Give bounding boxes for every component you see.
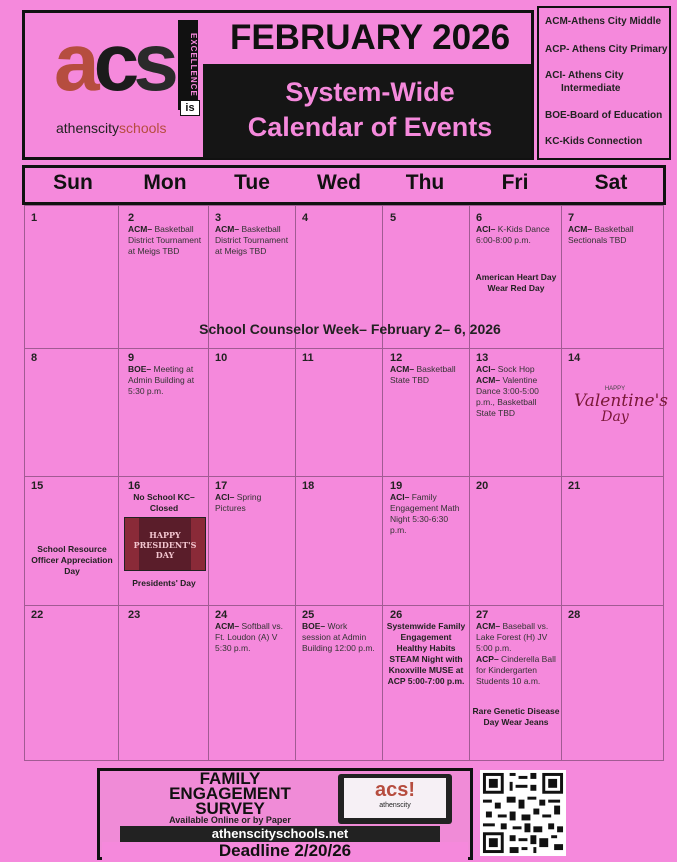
counselor-week-banner: School Counselor Week– February 2– 6, 2026 xyxy=(199,321,501,337)
date-20: 20 xyxy=(476,480,489,492)
event-sro-day: School Resource Officer Appreciation Day xyxy=(31,544,113,576)
event-feb-3: ACM– Basketball District Tournament at Meigs TBD xyxy=(215,224,289,256)
day-thu: Thu xyxy=(405,171,445,194)
weekday-header xyxy=(22,165,666,205)
survey-availability: Available Online or by Paper xyxy=(169,815,291,825)
event-feb-25: BOE– Work session at Admin Building 12:00 p.m. xyxy=(302,621,375,653)
logo-word-city: athenscity xyxy=(56,120,120,136)
day-tue: Tue xyxy=(234,171,270,194)
logo-excellence-bar: EXCELLENCE xyxy=(178,20,198,110)
survey-link[interactable]: athenscityschools.net xyxy=(120,826,440,842)
event-feb-6: ACI– K-Kids Dance 6:00-8:00 p.m. xyxy=(476,224,550,245)
date-1: 1 xyxy=(31,212,38,224)
date-22: 22 xyxy=(31,609,44,621)
date-6: 6 xyxy=(476,212,483,224)
laptop-logo: acs! xyxy=(374,779,416,801)
grid-line xyxy=(24,605,664,606)
survey-deadline: Deadline 2/20/26 xyxy=(102,842,468,860)
legend-acp: ACP- Athens City Primary xyxy=(545,44,668,55)
date-14: 14 xyxy=(568,352,581,364)
event-feb-12: ACM– Basketball State TBD xyxy=(390,364,456,385)
event-heart-day: American Heart Day Wear Red Day xyxy=(475,272,557,293)
legend-box xyxy=(537,6,671,160)
date-8: 8 xyxy=(31,352,38,364)
date-3: 3 xyxy=(215,212,222,224)
grid-line xyxy=(382,205,383,761)
date-7: 7 xyxy=(568,212,575,224)
date-2: 2 xyxy=(128,212,135,224)
date-19: 19 xyxy=(390,480,403,492)
legend-aci: ACI- Athens City xyxy=(545,70,624,81)
date-21: 21 xyxy=(568,480,581,492)
date-24: 24 xyxy=(215,609,228,621)
grid-line xyxy=(118,205,119,761)
date-27: 27 xyxy=(476,609,489,621)
laptop-logo-word: athenscity xyxy=(379,802,411,809)
date-15: 15 xyxy=(31,480,44,492)
event-no-school: No School KC– Closed xyxy=(133,492,195,513)
subtitle-line-2: Calendar of Events xyxy=(247,112,493,142)
date-4: 4 xyxy=(302,212,309,224)
event-feb-9: BOE– Meeting at Admin Building at 5:30 p.m. xyxy=(128,364,195,396)
grid-line xyxy=(24,476,664,477)
day-sat: Sat xyxy=(594,171,628,194)
laptop-screen xyxy=(344,778,446,818)
subtitle-line-1: System-Wide xyxy=(285,77,455,107)
date-11: 11 xyxy=(302,352,314,364)
event-steam-night: Systemwide Family Engagement Healthy Habits STEAM Night with Knoxville MUSE at ACP 5:00-7:00 p.m. xyxy=(386,621,466,686)
logo-word-schools: schools xyxy=(119,120,167,136)
date-12: 12 xyxy=(390,352,403,364)
date-13: 13 xyxy=(476,352,489,364)
event-feb-24: ACM– Softball vs. Ft. Loudon (A) V 5:30 p.m. xyxy=(215,621,284,653)
date-26: 26 xyxy=(390,609,403,621)
survey-title-line-3: SURVEY xyxy=(195,799,265,818)
date-17: 17 xyxy=(215,480,228,492)
day-wed: Wed xyxy=(317,171,361,194)
day-sun: Sun xyxy=(53,171,93,194)
grid-line xyxy=(561,205,562,761)
day-fri: Fri xyxy=(501,171,529,194)
survey-title-line-2: ENGAGEMENT xyxy=(169,784,291,803)
grid-line xyxy=(469,205,470,761)
event-rare-disease-day: Rare Genetic Disease Day Wear Jeans xyxy=(472,706,560,727)
date-25: 25 xyxy=(302,609,315,621)
date-28: 28 xyxy=(568,609,581,621)
event-feb-7: ACM– Basketball Sectionals TBD xyxy=(568,224,634,245)
survey-title-line-1: FAMILY xyxy=(199,769,261,788)
event-feb-19: ACI– Family Engagement Math Night 5:30-6:30 p.m. xyxy=(390,492,460,535)
date-16: 16 xyxy=(128,480,141,492)
legend-acm: ACM-Athens City Middle xyxy=(545,16,662,27)
grid-line xyxy=(208,205,209,761)
qr-code-icon[interactable] xyxy=(480,770,566,856)
event-feb-27: ACM– Baseball vs. Lake Forest (H) JV 5:00 p.m. ACP– Cinderella Ball for Kindergarten Students 10 a.m. xyxy=(476,621,556,686)
date-23: 23 xyxy=(128,609,141,621)
logo-wordmark xyxy=(56,120,167,136)
event-feb-17: ACI– Spring Pictures xyxy=(215,492,262,513)
valentines-day-graphic: HAPPY Valentine's Day xyxy=(574,386,668,425)
grid-line xyxy=(24,348,664,349)
acs-logo: acs xyxy=(54,17,173,108)
date-9: 9 xyxy=(128,352,135,364)
date-5: 5 xyxy=(390,212,397,224)
event-feb-2: ACM– Basketball District Tournament at Meigs TBD xyxy=(128,224,202,256)
event-presidents-day: Presidents' Day xyxy=(132,578,196,588)
legend-boe: BOE-Board of Education xyxy=(545,110,663,121)
date-18: 18 xyxy=(302,480,315,492)
date-10: 10 xyxy=(215,352,228,364)
grid-line xyxy=(295,205,296,761)
page-title: FEBRUARY 2026 xyxy=(229,18,511,57)
event-feb-13: ACI– Sock Hop ACM– Valentine Dance 3:00-5:00 p.m., Basketball State TBD xyxy=(476,364,539,418)
logo-is-badge: is xyxy=(180,100,200,116)
legend-aci-cont: Intermediate xyxy=(561,83,621,94)
day-mon: Mon xyxy=(143,171,187,194)
presidents-day-graphic: HAPPY PRESIDENT'S DAY xyxy=(124,517,206,571)
legend-kc: KC-Kids Connection xyxy=(545,136,643,147)
